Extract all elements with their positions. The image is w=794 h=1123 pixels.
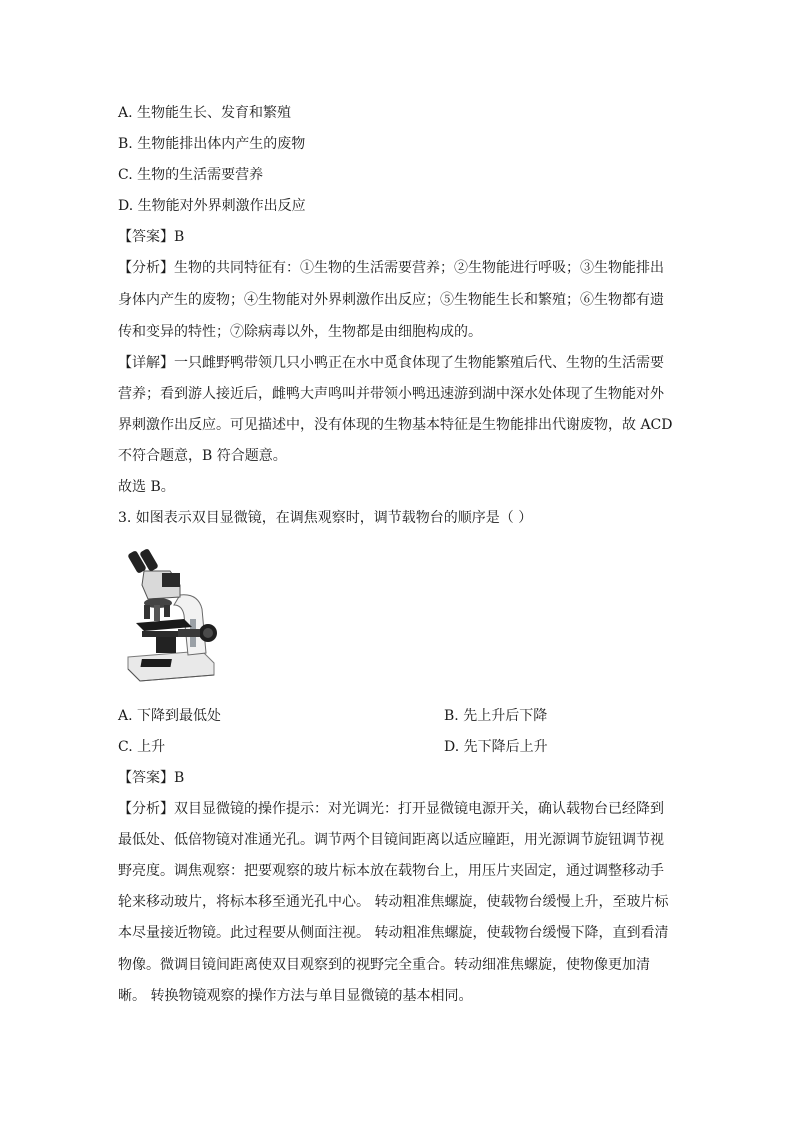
q3-option-b: B. 先上升后下降: [444, 708, 548, 724]
microscope-image: [122, 545, 218, 687]
q2-analysis-line: 身体内产生的废物；④生物能对外界刺激作出反应；⑤生物能生长和繁殖；⑥生物都有遗: [118, 292, 664, 308]
q2-option-d: D. 生物能对外界刺激作出反应: [118, 198, 306, 214]
q3-analysis-line: 最低处、低倍物镜对准通光孔。调节两个目镜间距离以适应瞳距，用光源调节旋钮调节视: [118, 832, 664, 848]
q3-analysis-line: 【分析】双目显微镜的操作提示：对光调光：打开显微镜电源开关，确认载物台已经降到: [118, 801, 664, 817]
q3-answer: 【答案】B: [118, 770, 185, 786]
q3-stem: 3. 如图表示双目显微镜，在调焦观察时，调节载物台的顺序是（ ）: [118, 510, 533, 526]
q2-detail-line: 【详解】一只雌野鸭带领几只小鸭正在水中觅食体现了生物能繁殖后代、生物的生活需要: [118, 355, 664, 371]
q2-analysis-line: 【分析】生物的共同特征有：①生物的生活需要营养；②生物能进行呼吸；③生物能排出: [118, 260, 664, 276]
q2-option-c: C. 生物的生活需要营养: [118, 167, 264, 183]
q2-option-a: A. 生物能生长、发育和繁殖: [118, 105, 292, 121]
q3-analysis-line: 物像。微调目镜间距离使双目观察到的视野完全重合。转动细准焦螺旋，使物像更加清: [118, 957, 650, 973]
q2-detail-line: 不符合题意，B 符合题意。: [118, 448, 287, 464]
q2-analysis-line: 传和变异的特性；⑦除病毒以外，生物都是由细胞构成的。: [118, 324, 482, 340]
q3-option-c: C. 上升: [118, 739, 166, 755]
q2-choose: 故选 B。: [118, 479, 175, 495]
q3-analysis-line: 本尽量接近物镜。此过程要从侧面注视。 转动粗准焦螺旋，使载物台缓慢下降，直到看清: [118, 925, 669, 941]
q3-option-d: D. 先下降后上升: [444, 739, 548, 755]
q3-analysis-line: 轮来移动玻片，将标本移至通光孔中心。 转动粗准焦螺旋，使载物台缓慢上升，至玻片标: [118, 894, 669, 910]
q2-option-b: B. 生物能排出体内产生的废物: [118, 136, 306, 152]
q2-answer: 【答案】B: [118, 229, 185, 245]
q3-option-a: A. 下降到最低处: [118, 708, 222, 724]
q2-detail-line: 界刺激作出反应。可见描述中，没有体现的生物基本特征是生物能排出代谢废物，故 ACD: [118, 417, 673, 433]
q2-detail-line: 营养；看到游人接近后，雌鸭大声鸣叫并带领小鸭迅速游到湖中深水处体现了生物能对外: [118, 386, 664, 402]
q3-analysis-line: 晰。 转换物镜观察的操作方法与单目显微镜的基本相同。: [118, 988, 473, 1004]
q3-analysis-line: 野亮度。调焦观察：把要观察的玻片标本放在载物台上，用压片夹固定，通过调整移动手: [118, 863, 664, 879]
